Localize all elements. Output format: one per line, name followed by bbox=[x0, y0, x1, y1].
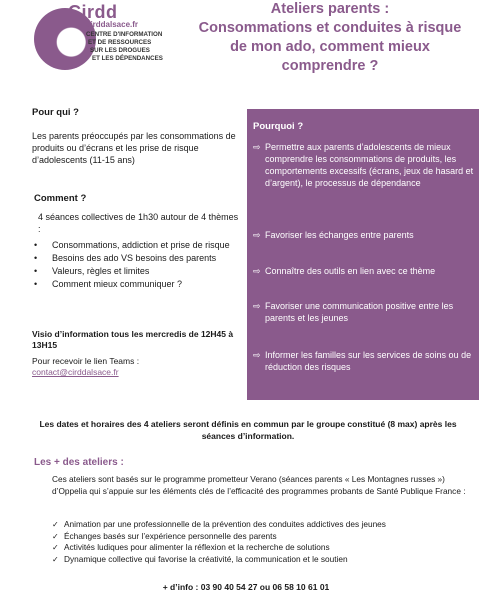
arrow-right-icon: ⇨ bbox=[253, 142, 261, 152]
logo-name: Cirdd bbox=[68, 2, 118, 22]
title-line-4: comprendre ? bbox=[281, 58, 379, 74]
logo-url: cirddalsace.fr bbox=[86, 20, 139, 29]
comment-heading: Comment ? bbox=[34, 193, 87, 204]
arrow-right-icon: ⇨ bbox=[253, 230, 261, 240]
arrow-right-icon: ⇨ bbox=[253, 350, 261, 360]
plus-list bbox=[52, 519, 472, 565]
pour-qui-heading: Pour qui ? bbox=[32, 107, 79, 118]
list-item: • Consommations, addiction et prise de risque bbox=[32, 239, 242, 251]
visio-info: Visio d’information tous les mercredis de 12H45 à 13H15 bbox=[32, 329, 234, 350]
logo-tagline-1: CENTRE D'INFORMATION bbox=[86, 31, 163, 38]
plus-heading: Les + des ateliers : bbox=[34, 457, 124, 468]
comment-intro: 4 séances collectives de 1h30 autour de 4 thèmes : bbox=[38, 212, 239, 234]
pourquoi-item-text: Favoriser les échanges entre parents bbox=[265, 230, 414, 240]
pourquoi-item-text: Permettre aux parents d’adolescents de mieux comprendre les consommations de produits, les comportements excessifs (écrans, jeux de hasard et d’argent), le processus de dépendance bbox=[265, 142, 474, 188]
logo-tagline-4: ET LES DÉPENDANCES bbox=[92, 55, 163, 62]
arrow-right-icon: ⇨ bbox=[253, 301, 261, 311]
list-item: • Besoins des ado VS besoins des parents bbox=[32, 252, 242, 264]
contact-email-link[interactable]: contact@cirddalsace.fr bbox=[32, 367, 119, 377]
teams-info bbox=[32, 356, 242, 378]
logo-tagline-3: SUR LES DROGUES bbox=[90, 47, 150, 54]
pourquoi-box bbox=[247, 109, 479, 400]
list-item: ✓ Échanges basés sur l’expérience personnelle des parents bbox=[52, 531, 472, 543]
list-item: • Valeurs, règles et limites bbox=[32, 265, 242, 277]
teams-text: Pour recevoir le lien Teams : bbox=[32, 356, 140, 366]
title-line-3: de mon ado, comment mieux bbox=[230, 39, 430, 55]
title-line-2: Consommations et conduites à risque bbox=[198, 20, 462, 36]
plus-intro: Ces ateliers sont basés sur le programme prometteur Verano (séances parents « Les Montagnes russes ») d’Oppelia qui s’appuie sur les éléments clés de l’efficacité des programmes probants de Santé Publique France : bbox=[52, 474, 466, 496]
page-title bbox=[180, 0, 480, 76]
list-item: ✓ Animation par une professionnelle de la prévention des conduites addictives des jeunes bbox=[52, 519, 472, 531]
pourquoi-item bbox=[253, 349, 475, 373]
pourquoi-item bbox=[253, 141, 475, 189]
list-item: ✓ Activités ludiques pour alimenter la réflexion et la recherche de solutions bbox=[52, 542, 472, 554]
list-item: • Comment mieux communiquer ? bbox=[32, 278, 242, 290]
pourquoi-item-text: Informer les familles sur les services de soins ou de réduction des risques bbox=[265, 350, 472, 372]
pourquoi-heading: Pourquoi ? bbox=[253, 121, 304, 132]
pourquoi-item-text: Connaître des outils en lien avec ce thème bbox=[265, 266, 436, 276]
pourquoi-item bbox=[253, 300, 475, 324]
logo-tagline-2: ET DE RESSOURCES bbox=[88, 39, 152, 46]
title-line-1: Ateliers parents : bbox=[270, 1, 390, 17]
cirdd-logo bbox=[28, 2, 168, 82]
arrow-right-icon: ⇨ bbox=[253, 266, 261, 276]
pourquoi-item bbox=[253, 265, 475, 277]
comment-list bbox=[32, 239, 242, 291]
footer-contact: + d’info : 03 90 40 54 27 ou 06 58 10 61 01 bbox=[162, 582, 330, 592]
pour-qui-text: Les parents préoccupés par les consommations de produits ou d’écrans et les prise de risque d’adolescents (11-15 ans) bbox=[32, 131, 236, 165]
pourquoi-item bbox=[253, 229, 475, 241]
dates-note: Les dates et horaires des 4 ateliers seront définis en commun par le groupe constitué (8 max) après les séances d’information. bbox=[39, 419, 457, 441]
pourquoi-item-text: Favoriser une communication positive entre les parents et les jeunes bbox=[265, 301, 454, 323]
list-item: ✓ Dynamique collective qui favorise la créativité, la communication et le soutien bbox=[52, 554, 472, 566]
